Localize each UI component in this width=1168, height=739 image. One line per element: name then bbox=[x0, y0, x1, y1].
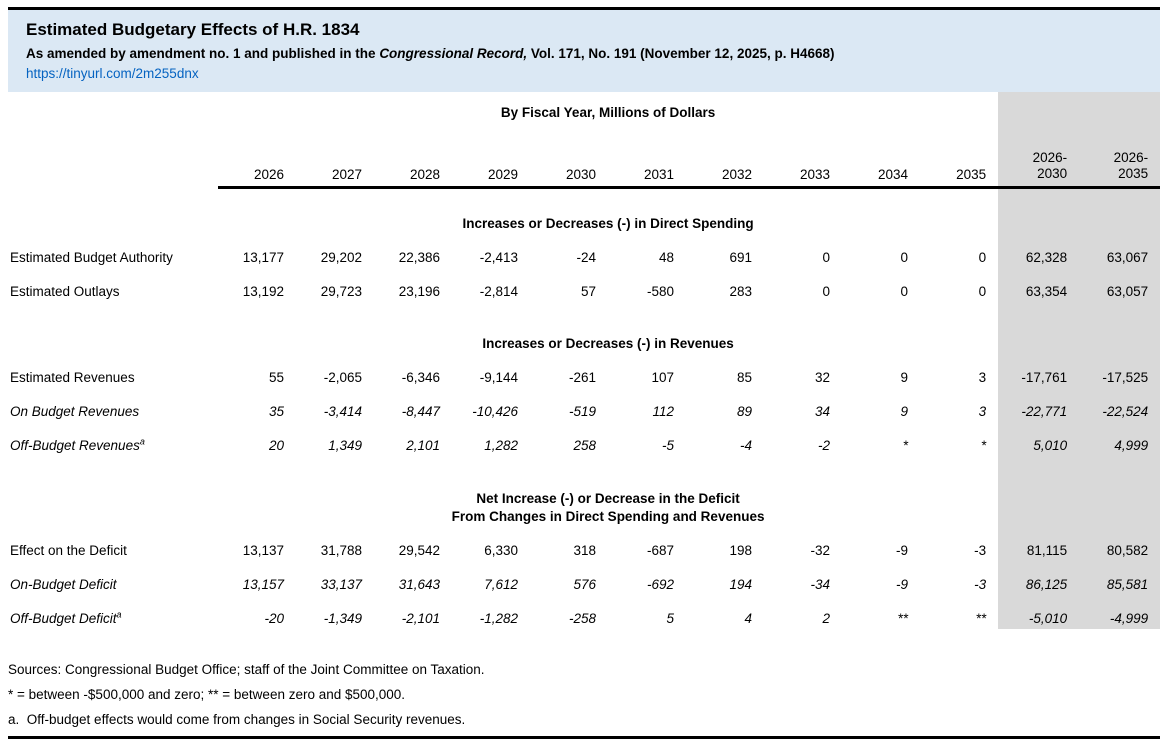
period-line: 2035 bbox=[1118, 166, 1149, 181]
value-cell: 0 bbox=[900, 284, 908, 299]
value-cell: -258 bbox=[568, 611, 596, 626]
unit-header: By Fiscal Year, Millions of Dollars bbox=[500, 104, 716, 120]
year-header-row bbox=[8, 132, 1160, 188]
value-cell: -3,414 bbox=[323, 404, 362, 419]
value-cell: -32 bbox=[810, 543, 830, 558]
section-header-deficit bbox=[8, 456, 1160, 527]
row-label-text: Estimated Revenues bbox=[10, 370, 135, 385]
table-row-off-budget-revenues bbox=[8, 422, 1160, 456]
summary-shade-cell bbox=[1079, 92, 1160, 132]
value-cell: 6,330 bbox=[484, 543, 518, 558]
table-row-outlays bbox=[8, 268, 1160, 302]
value-cell: 1,282 bbox=[484, 438, 518, 453]
value-cell: -4 bbox=[739, 438, 752, 453]
row-label-text: Off-Budget Deficit bbox=[10, 611, 117, 626]
value-cell: 1,349 bbox=[328, 438, 362, 453]
value-cell: -261 bbox=[568, 370, 596, 385]
value-cell: 33,137 bbox=[320, 577, 362, 592]
value-cell: 31,788 bbox=[320, 543, 362, 558]
value-cell: ** bbox=[975, 611, 987, 626]
page-subtitle bbox=[26, 45, 1142, 62]
row-label-text: Estimated Outlays bbox=[10, 284, 120, 299]
value-cell: 13,192 bbox=[242, 284, 284, 299]
row-label bbox=[8, 234, 218, 268]
row-label-text: On-Budget Deficit bbox=[10, 577, 117, 592]
source-link[interactable]: https://tinyurl.com/2m255dnx bbox=[26, 66, 199, 81]
section-title-line: From Changes in Direct Spending and Revenues bbox=[451, 509, 765, 524]
value-cell: -3 bbox=[974, 577, 987, 592]
section-header-direct-spending bbox=[8, 188, 1160, 235]
value-cell: 112 bbox=[652, 404, 674, 419]
value-cell: 0 bbox=[900, 250, 908, 265]
value-cell: 0 bbox=[978, 250, 987, 265]
value-cell: * bbox=[902, 438, 908, 453]
unit-header-row bbox=[8, 92, 1160, 132]
summary-shade-cell bbox=[998, 302, 1079, 354]
value-cell: -580 bbox=[646, 284, 674, 299]
value-cell: -2,413 bbox=[479, 250, 518, 265]
spacer-cell bbox=[8, 302, 218, 354]
year-header-2030: 2030 bbox=[530, 132, 608, 188]
budget-table bbox=[8, 92, 1160, 629]
value-cell: ** bbox=[897, 611, 908, 626]
value-cell: -6,346 bbox=[401, 370, 440, 385]
row-label bbox=[8, 268, 218, 302]
year-header-2032: 2032 bbox=[686, 132, 764, 188]
value-cell: 20 bbox=[268, 438, 284, 453]
value-cell: -5 bbox=[661, 438, 674, 453]
value-cell: 5 bbox=[666, 611, 674, 626]
row-label-footnote: a bbox=[116, 609, 122, 620]
value-cell: 31,643 bbox=[398, 577, 440, 592]
value-cell: -34 bbox=[810, 577, 830, 592]
row-label bbox=[8, 561, 218, 595]
spacer-cell bbox=[8, 132, 218, 188]
value-cell: -9,144 bbox=[479, 370, 518, 385]
spacer-cell bbox=[8, 456, 218, 527]
row-label bbox=[8, 388, 218, 422]
table-row-off-budget-deficit bbox=[8, 595, 1160, 629]
summary-shade-cell bbox=[1079, 456, 1160, 527]
table-row-effect-on-deficit bbox=[8, 527, 1160, 561]
value-cell-summary: 4,999 bbox=[1079, 422, 1160, 456]
value-cell: 9 bbox=[900, 404, 908, 419]
year-header-2033: 2033 bbox=[764, 132, 842, 188]
section-title-line: Increases or Decreases (-) in Revenues bbox=[482, 336, 734, 351]
row-label-text: On Budget Revenues bbox=[10, 404, 140, 419]
value-cell-summary: -17,525 bbox=[1079, 354, 1160, 388]
value-cell-summary: 85,581 bbox=[1079, 561, 1160, 595]
value-cell: 258 bbox=[573, 438, 596, 453]
section-title bbox=[218, 188, 998, 235]
title-block bbox=[8, 10, 1160, 92]
page-title: Estimated Budgetary Effects of H.R. 1834 bbox=[26, 20, 360, 39]
value-cell: -9 bbox=[895, 577, 908, 592]
value-cell: 22,386 bbox=[398, 250, 440, 265]
value-cell: 0 bbox=[822, 284, 830, 299]
value-cell: 198 bbox=[729, 543, 752, 558]
value-cell: 283 bbox=[729, 284, 752, 299]
value-cell: 3 bbox=[978, 370, 987, 385]
year-header-2031: 2031 bbox=[608, 132, 686, 188]
value-cell: -1,282 bbox=[479, 611, 518, 626]
footer-symbol-note: * = between -$500,000 and zero; ** = between zero and $500,000. bbox=[8, 687, 406, 702]
value-cell: -9 bbox=[895, 543, 908, 558]
value-cell: * bbox=[980, 438, 987, 453]
summary-shade-cell bbox=[998, 92, 1079, 132]
value-cell: 107 bbox=[651, 370, 674, 385]
row-label-text: Off-Budget Revenues bbox=[10, 438, 140, 453]
summary-shade-cell bbox=[1079, 302, 1160, 354]
subtitle-suffix: Vol. 171, No. 191 (November 12, 2025, p. H4668) bbox=[527, 46, 835, 61]
section-title bbox=[218, 302, 998, 354]
spacer-cell bbox=[8, 188, 218, 235]
value-cell: 57 bbox=[580, 284, 596, 299]
value-cell: 576 bbox=[573, 577, 596, 592]
value-cell: 13,157 bbox=[242, 577, 284, 592]
period-line: 2030 bbox=[1037, 166, 1068, 181]
value-cell-summary: 81,115 bbox=[998, 527, 1079, 561]
value-cell: 318 bbox=[573, 543, 596, 558]
row-label bbox=[8, 595, 218, 629]
period-line: 2026- bbox=[1032, 150, 1068, 165]
value-cell: -3 bbox=[974, 543, 987, 558]
value-cell: -1,349 bbox=[323, 611, 362, 626]
value-cell: 29,542 bbox=[398, 543, 440, 558]
value-cell-summary: -4,999 bbox=[1079, 595, 1160, 629]
year-header-2035: 2035 bbox=[920, 132, 998, 188]
value-cell: 691 bbox=[729, 250, 752, 265]
summary-shade-cell bbox=[998, 456, 1079, 527]
value-cell: -2,065 bbox=[323, 370, 362, 385]
value-cell-summary: -22,524 bbox=[1079, 388, 1160, 422]
value-cell: 3 bbox=[978, 404, 987, 419]
value-cell-summary: -17,761 bbox=[998, 354, 1079, 388]
value-cell: 85 bbox=[736, 370, 752, 385]
value-cell: 4 bbox=[744, 611, 752, 626]
row-label bbox=[8, 527, 218, 561]
period-line: 2026- bbox=[1113, 150, 1149, 165]
row-label bbox=[8, 422, 218, 456]
row-label-text: Effect on the Deficit bbox=[10, 543, 127, 558]
value-cell: 13,177 bbox=[242, 250, 284, 265]
value-cell-summary: 86,125 bbox=[998, 561, 1079, 595]
table-row-on-budget-deficit bbox=[8, 561, 1160, 595]
value-cell: 7,612 bbox=[484, 577, 518, 592]
table-row-estimated-revenues bbox=[8, 354, 1160, 388]
period-header-2026-2035 bbox=[1079, 132, 1160, 188]
year-header-2034: 2034 bbox=[842, 132, 920, 188]
value-cell: 0 bbox=[822, 250, 830, 265]
value-cell: 35 bbox=[268, 404, 284, 419]
section-title-line: Increases or Decreases (-) in Direct Spending bbox=[462, 216, 754, 231]
row-label-text: Estimated Budget Authority bbox=[10, 250, 173, 265]
subtitle-publication-name: Congressional Record, bbox=[379, 46, 528, 61]
value-cell: 13,137 bbox=[242, 543, 284, 558]
value-cell: -692 bbox=[646, 577, 674, 592]
value-cell: 9 bbox=[900, 370, 908, 385]
value-cell: 2 bbox=[822, 611, 830, 626]
value-cell: 34 bbox=[814, 404, 830, 419]
value-cell: -10,426 bbox=[472, 404, 518, 419]
footer-notes bbox=[8, 657, 1160, 732]
value-cell: 89 bbox=[736, 404, 752, 419]
value-cell: 29,723 bbox=[320, 284, 362, 299]
value-cell-summary: 80,582 bbox=[1079, 527, 1160, 561]
value-cell: -24 bbox=[576, 250, 596, 265]
value-cell-summary: 62,328 bbox=[998, 234, 1079, 268]
value-cell: -2 bbox=[817, 438, 830, 453]
value-cell: -2,101 bbox=[401, 611, 440, 626]
value-cell: 29,202 bbox=[320, 250, 362, 265]
link-line bbox=[26, 65, 1142, 82]
year-header-2027: 2027 bbox=[296, 132, 374, 188]
value-cell-summary: -22,771 bbox=[998, 388, 1079, 422]
footer-note-a: a. Off-budget effects would come from changes in Social Security revenues. bbox=[8, 712, 466, 727]
row-label bbox=[8, 354, 218, 388]
period-header-2026-2030 bbox=[998, 132, 1079, 188]
table-row-on-budget-revenues bbox=[8, 388, 1160, 422]
value-cell: -2,814 bbox=[479, 284, 518, 299]
summary-shade-cell bbox=[998, 188, 1079, 235]
value-cell: 48 bbox=[658, 250, 674, 265]
value-cell: 23,196 bbox=[398, 284, 440, 299]
spacer-cell bbox=[8, 92, 218, 132]
section-title bbox=[218, 456, 998, 527]
value-cell-summary: 63,057 bbox=[1079, 268, 1160, 302]
value-cell: -687 bbox=[646, 543, 674, 558]
summary-shade-cell bbox=[1079, 188, 1160, 235]
value-cell: -8,447 bbox=[401, 404, 440, 419]
value-cell: 0 bbox=[978, 284, 987, 299]
year-header-2029: 2029 bbox=[452, 132, 530, 188]
table-row-budget-authority bbox=[8, 234, 1160, 268]
year-header-2026: 2026 bbox=[218, 132, 296, 188]
value-cell: -20 bbox=[264, 611, 284, 626]
value-cell: -519 bbox=[568, 404, 596, 419]
footer-sources: Sources: Congressional Budget Office; staff of the Joint Committee on Taxation. bbox=[8, 662, 485, 677]
value-cell: 55 bbox=[268, 370, 284, 385]
value-cell-summary: 63,354 bbox=[998, 268, 1079, 302]
section-title-line: Net Increase (-) or Decrease in the Deficit bbox=[476, 491, 740, 506]
value-cell-summary: -5,010 bbox=[998, 595, 1079, 629]
value-cell: 194 bbox=[729, 577, 752, 592]
value-cell-summary: 5,010 bbox=[998, 422, 1079, 456]
value-cell: 32 bbox=[814, 370, 830, 385]
value-cell-summary: 63,067 bbox=[1079, 234, 1160, 268]
year-header-2028: 2028 bbox=[374, 132, 452, 188]
subtitle-prefix: As amended by amendment no. 1 and published in the bbox=[26, 46, 380, 61]
row-label-footnote: a bbox=[139, 436, 145, 447]
value-cell: 2,101 bbox=[406, 438, 440, 453]
section-header-revenues bbox=[8, 302, 1160, 354]
